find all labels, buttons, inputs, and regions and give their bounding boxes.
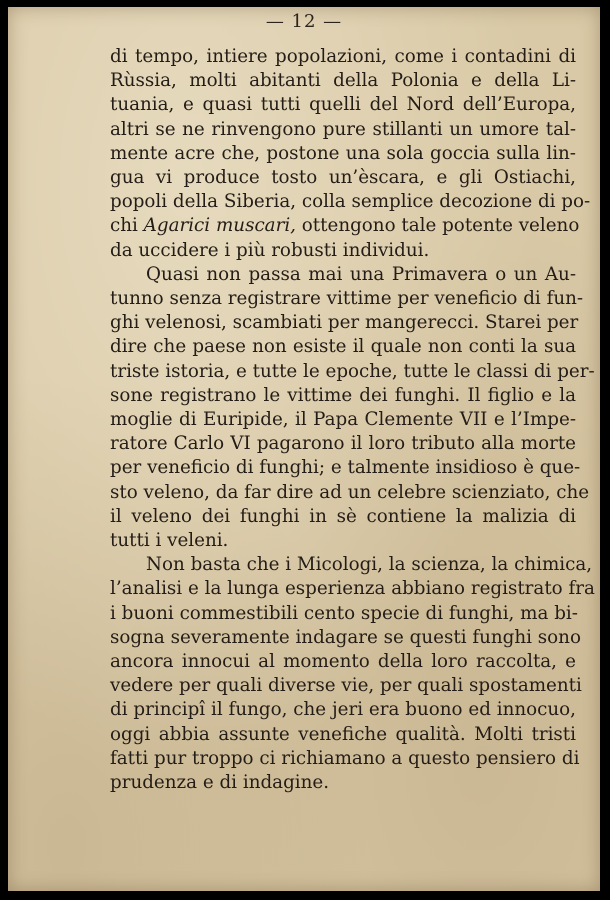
text-line: tunno senza registrare vittime per veneficio di fun-	[110, 288, 584, 310]
text-line: gua vi produce tosto un’èscara, e gli Ostiachi,	[110, 167, 576, 189]
book-page	[8, 7, 600, 891]
text-line: il veleno dei funghi in sè contiene la malizia di	[110, 505, 576, 527]
text-line: Quasi non passa mai una Primavera o un Au-	[146, 263, 576, 285]
text-line: ratore Carlo VI pagarono il loro tributo alla morte	[110, 433, 576, 455]
text-line: sto veleno, da far dire ad un celebre scienziato, che	[110, 481, 590, 503]
text-segment: chi	[110, 215, 144, 237]
text-line: l’analisi e la lunga esperienza abbiano registrato fra	[110, 578, 595, 600]
text-segment: ottengono tale potente veleno	[295, 215, 580, 237]
text-line: i buoni commestibili cento specie di funghi, ma bi-	[110, 602, 578, 624]
text-line: fatti pur troppo ci richiamano a questo pensiero di	[110, 747, 580, 769]
text-line: Rùssia, molti abitanti della Polonia e della Li-	[110, 70, 576, 92]
text-line: mente acre che, postone una sola goccia sulla lin-	[110, 142, 576, 164]
text-line: altri se ne rinvengono pure stillanti un umore tal-	[110, 118, 576, 140]
text-line: moglie di Euripide, il Papa Clemente VII e l’Impe-	[110, 409, 576, 431]
text-line: sogna severamente indagare se questi funghi sono	[110, 626, 581, 648]
text-line: sone registrano le vittime dei funghi. Il figlio e la	[110, 384, 576, 406]
text-line: tuania, e quasi tutti quelli del Nord dell’Europa,	[110, 94, 576, 116]
text-line: triste istoria, e tutte le epoche, tutte le classi di per-	[110, 360, 595, 382]
text-line-with-italic	[110, 214, 580, 238]
text-line: ghi velenosi, scambiati per mangerecci. Starei per	[110, 312, 579, 334]
body-text	[110, 45, 595, 795]
text-line: popoli della Siberia, colla semplice decozione di po-	[110, 191, 591, 213]
text-line: dire che paese non esiste il quale non conti la sua	[110, 336, 576, 358]
text-line: tutti i veleni.	[110, 530, 229, 552]
text-line: di tempo, intiere popolazioni, come i contadini di	[110, 46, 576, 67]
page-number: — 12 —	[265, 11, 343, 32]
text-line: oggi abbia assunte venefiche qualità. Molti tristi	[110, 723, 576, 745]
text-line: prudenza e di indagine.	[110, 772, 330, 794]
text-line: Non basta che i Micologi, la scienza, la chimica,	[146, 554, 593, 576]
text-line: di principî il fungo, che jeri era buono ed innocuo,	[110, 699, 576, 721]
italic-term: Agarici muscari,	[143, 215, 296, 237]
text-line: ancora innocui al momento della loro raccolta, e	[110, 651, 576, 673]
text-line: vedere per quali diverse vie, per quali spostamenti	[110, 675, 582, 697]
text-line: per veneficio di funghi; e talmente insidioso è que-	[110, 457, 581, 479]
text-line: da uccidere i più robusti individui.	[110, 239, 430, 261]
